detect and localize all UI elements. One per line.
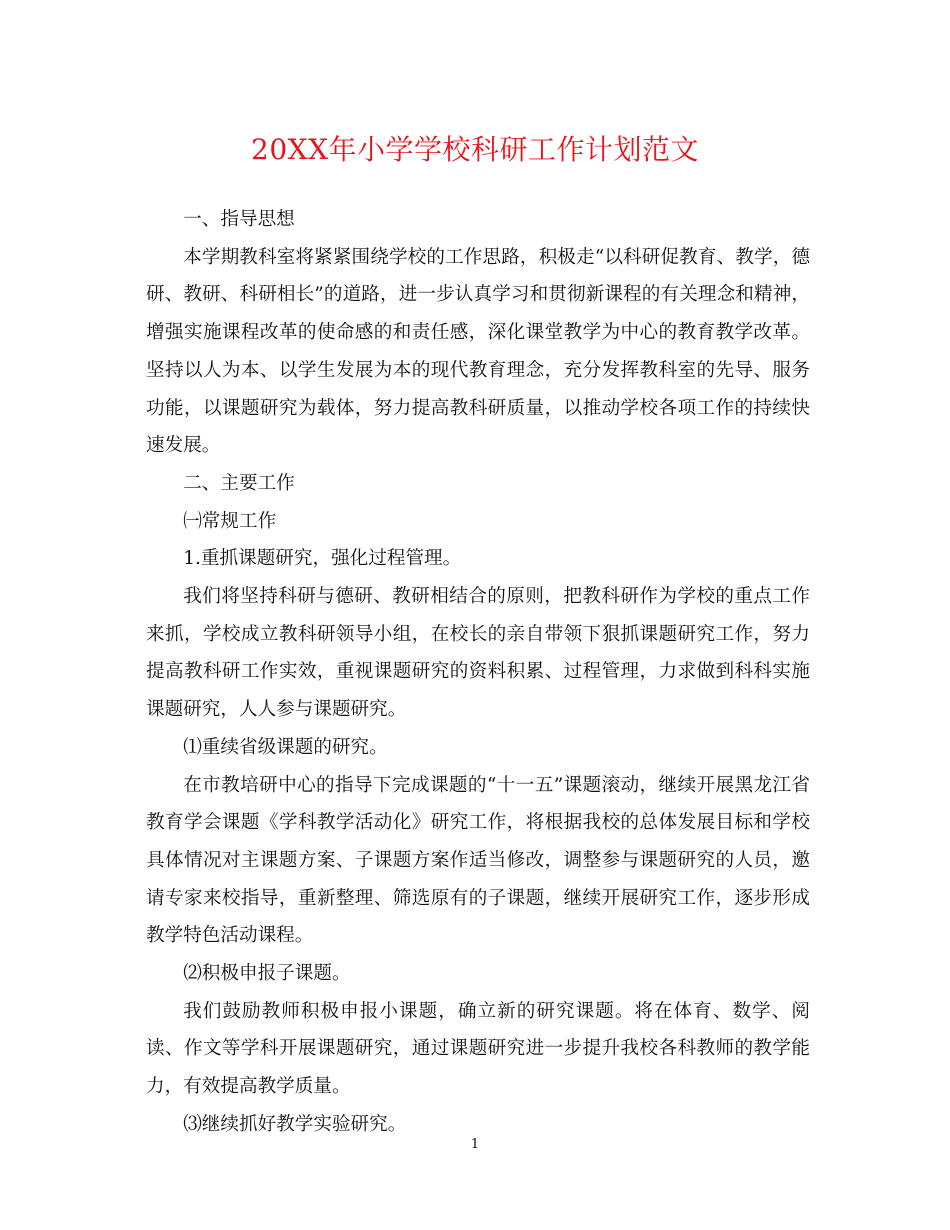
paragraph-provincial-topic: 在市教培研中心的指导下完成课题的“十一五”课题滚动，继续开展黑龙江省教育学会课题《学科教学活动化》研究工作，将根据我校的总体发展目标和学校具体情况对主课题方案、子课题方案作适当修改，调整参与课题研究的人员，邀请专家来校指导，重新整理、筛选原有的子课题，继续开展研究工作，逐步形成教学特色活动课程。: [146, 774, 810, 947]
paragraph-topic-research: 我们将坚持科研与德研、教研相结合的原则，把教科研作为学校的重点工作来抓，学校成立教科研领导小组，在校长的亲自带领下狠抓课题研究工作，努力提高教科研工作实效，重视课题研究的资料积累、过程管理，力求做到科科实施课题研究，人人参与课题研究。: [146, 586, 810, 721]
item-topic-research: 1.重抓课题研究，强化过程管理。: [183, 548, 462, 570]
heading-main-work: 二、主要工作: [183, 472, 295, 494]
item-sub-topic: ⑵积极申报子课题。: [183, 963, 351, 985]
item-teaching-experiment: ⑶继续抓好教学实验研究。: [183, 1113, 407, 1135]
page-title: 20XX年小学学校科研工作计划范文: [251, 133, 699, 166]
subheading-routine-work: ㈠常规工作: [183, 510, 277, 532]
heading-guiding-ideology: 一、指导思想: [183, 209, 295, 230]
document-body: [146, 201, 810, 1144]
item-provincial-topic: ⑴重续省级课题的研究。: [183, 736, 388, 758]
paragraph-guiding-ideology: 本学期教科室将紧紧围绕学校的工作思路，积极走“以科研促教育、教学，德研、教研、科研相长”的道路，进一步认真学习和贯彻新课程的有关理念和精神，增强实施课程改革的使命感的和责任感，深化课堂教学为中心的教育教学改革。坚持以人为本、以学生发展为本的现代教育理念，充分发挥教科室的先导、服务功能，以课题研究为载体，努力提高教科研质量，以推动学校各项工作的持续快速发展。: [146, 246, 810, 457]
paragraph-sub-topic: 我们鼓励教师积极申报小课题，确立新的研究课题。将在体育、数学、阅读、作文等学科开展课题研究，通过课题研究进一步提升我校各科教师的教学能力，有效提高教学质量。: [146, 1000, 810, 1098]
page-number: 1: [470, 1137, 480, 1152]
